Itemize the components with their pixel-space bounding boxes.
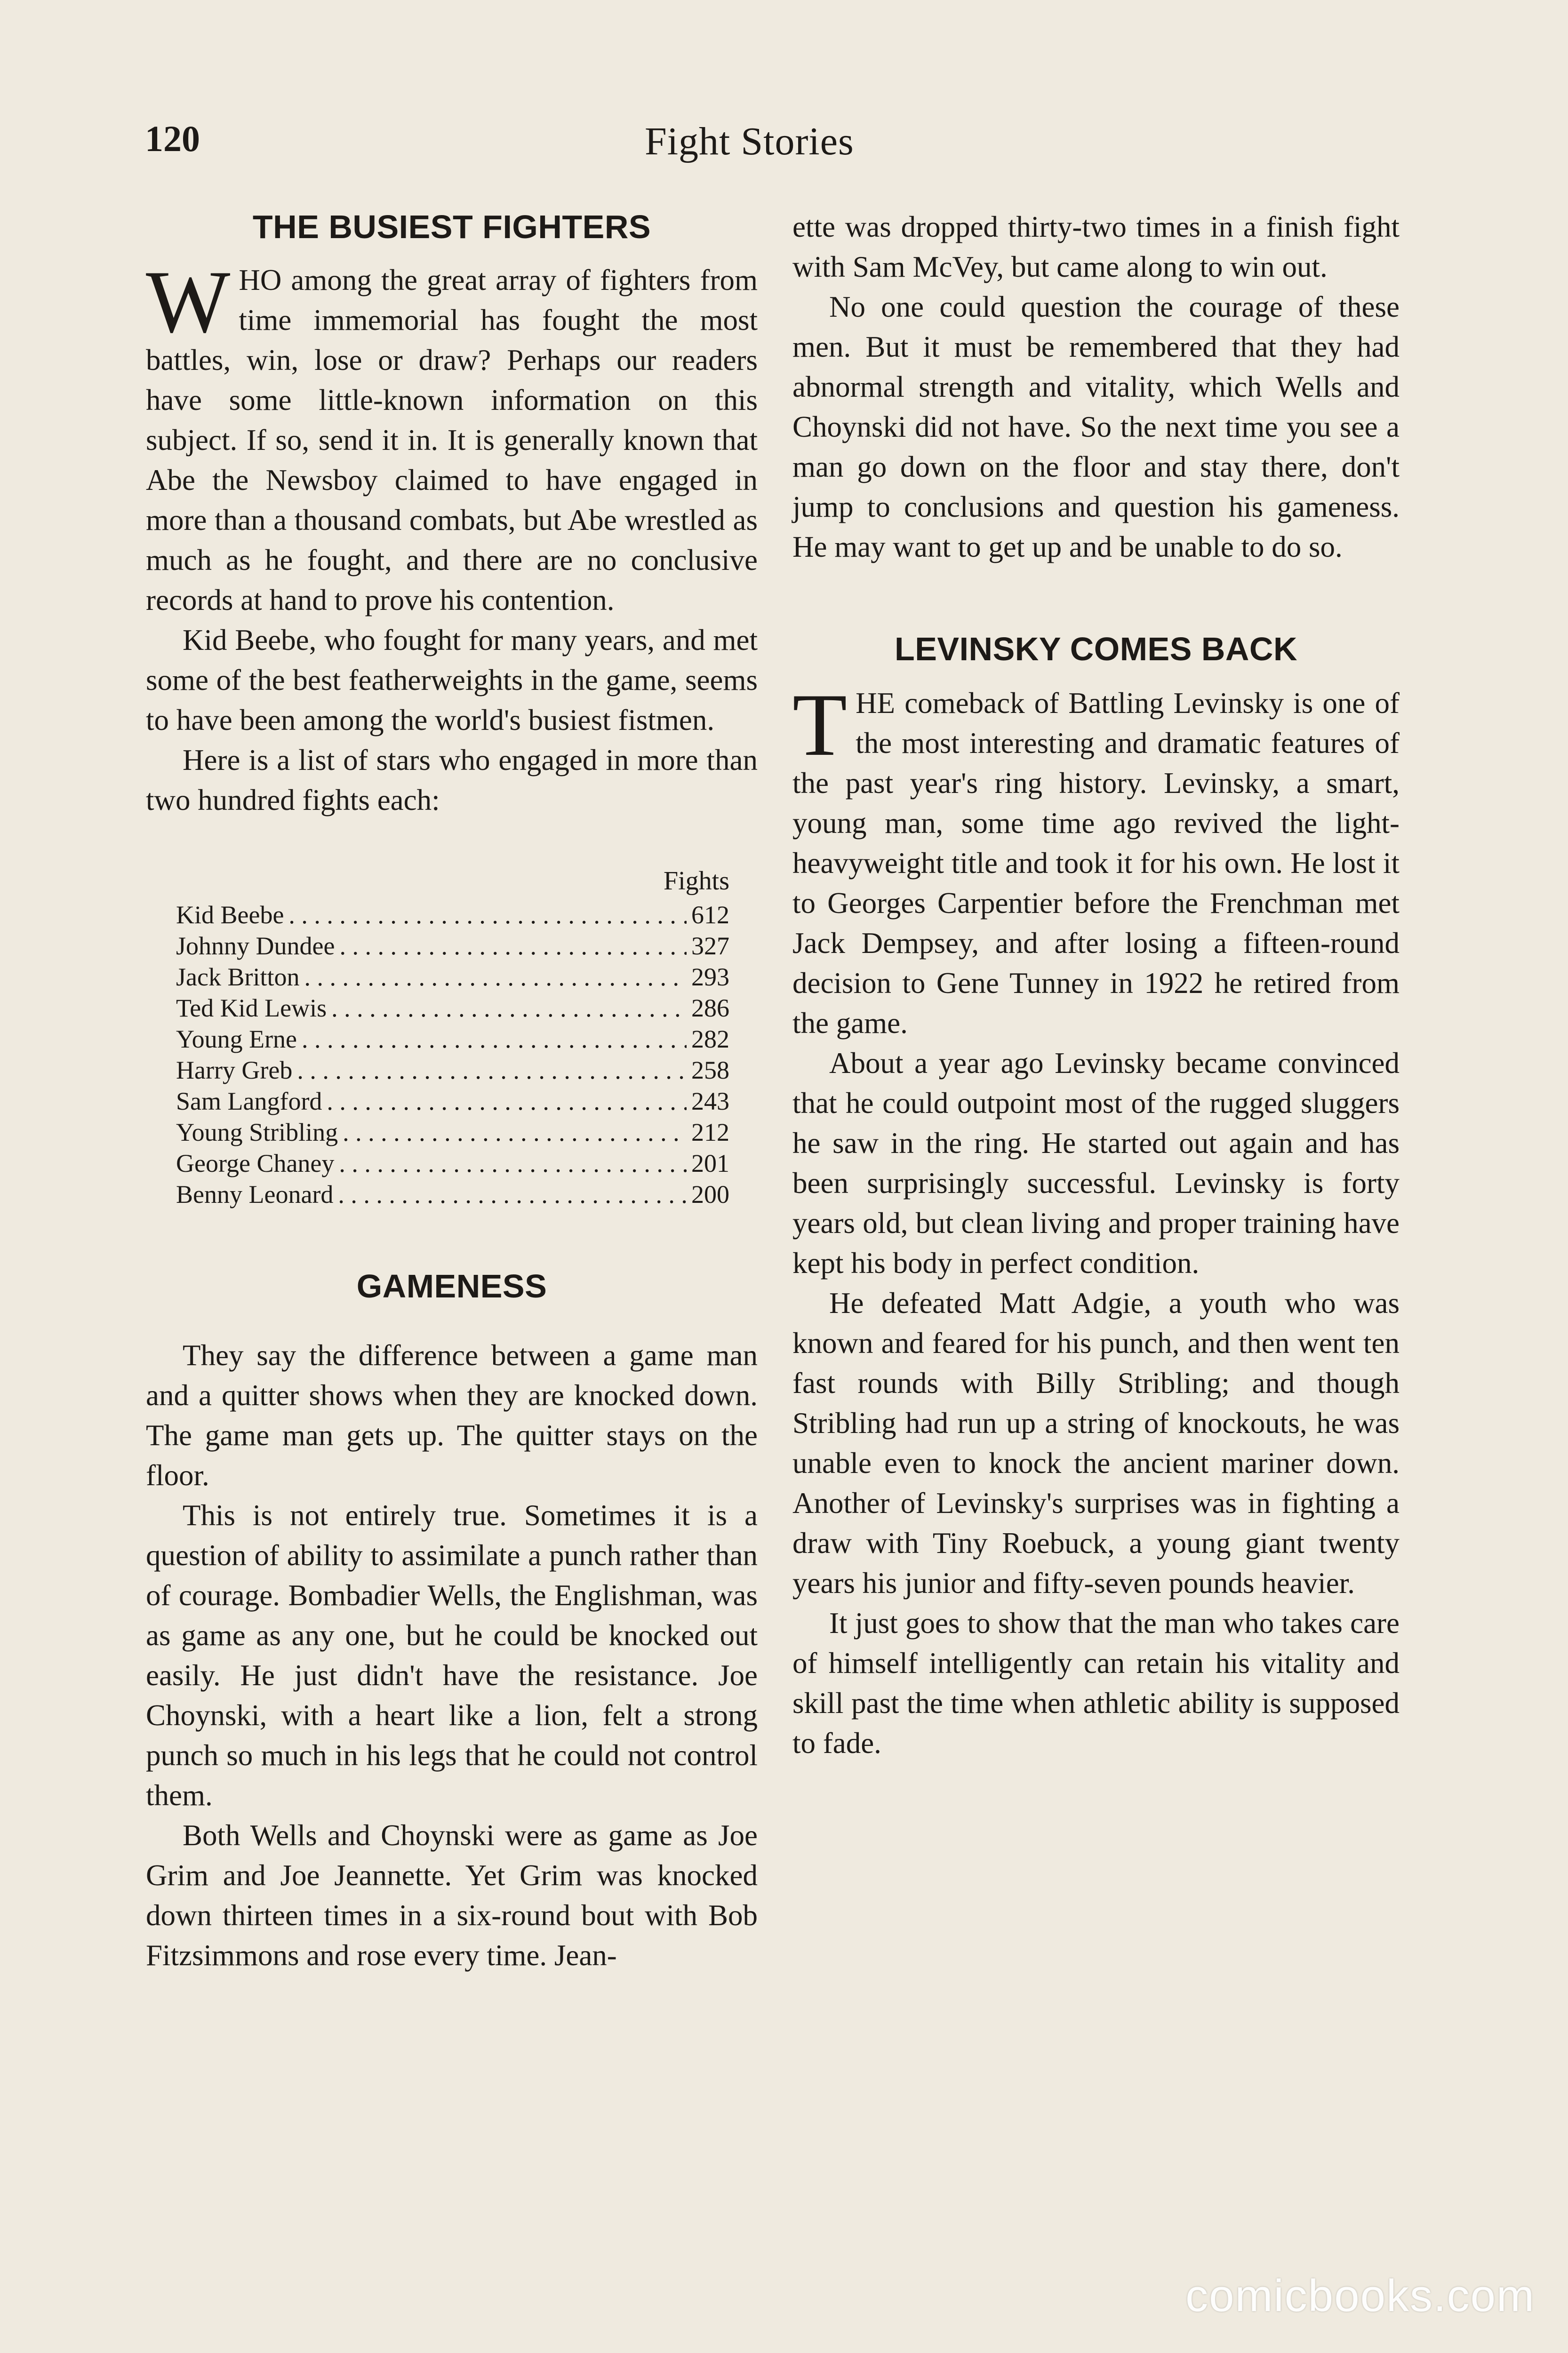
fight-row [176, 1024, 729, 1055]
levinsky-paragraph-1-text: HE comeback of Battling Levinsky is one of the most interesting and dramatic features of the past year's ring history. Levinsky, a smart, young man, some time ago revived the light-heavyweight title and took it for his own. He lost it to Georges Carpentier before the Frenchman met Jack Dempsey, and after losing a fifteen-round decision to Gene Tunney in 1922 he retired from the game. [792, 687, 1400, 1040]
fighter-name: Young Stribling [176, 1118, 338, 1146]
fight-count: 258 [691, 1056, 729, 1084]
dot-leader [339, 1148, 687, 1179]
fight-count: 282 [691, 1025, 729, 1053]
dot-leader [327, 1086, 687, 1117]
fighter-name: Kid Beebe [176, 901, 284, 929]
running-title: Fight Stories [645, 120, 854, 163]
fight-count: 243 [691, 1087, 729, 1115]
fight-count: 286 [691, 994, 729, 1022]
gameness-paragraph-4: No one could question the courage of these men. But it must be remembered that they had abnormal strength and vitality, which Wells and Choynski did not have. So the next time you see a man go down on the floor and stay there, don't jump to conclusions and question his gameness. He may want to get up and be unable to do so. [792, 290, 1400, 563]
heading-levinsky-comes-back: LEVINSKY COMES BACK [894, 631, 1298, 667]
heading-busiest-fighters: THE BUSIEST FIGHTERS [252, 208, 651, 245]
watermark: comicbooks.com [1185, 2271, 1535, 2321]
fighter-name: Jack Britton [176, 963, 300, 991]
fight-row [176, 1179, 729, 1210]
busiest-paragraph-1 [146, 253, 758, 620]
right-column [792, 207, 1400, 1763]
drop-cap-w: W [146, 253, 231, 352]
levinsky-paragraph-4: It just goes to show that the man who takes care of himself intelligently can retain his vitality and skill past the time when athletic ability is supposed to fade. [792, 1607, 1400, 1760]
fighter-name: Sam Langford [176, 1087, 322, 1115]
dot-leader [304, 961, 687, 992]
dot-leader [343, 1117, 687, 1148]
gameness-paragraph-2: This is not entirely true. Sometimes it is a question of ability to assimilate a punch rather than of courage. Bombadier Wells, the Englishman, was as game as any one, but he could be knocked out easily. He just didn't have the resistance. Joe Choynski, with a heart like a lion, felt a strong punch so much in his legs that he could not control them. [146, 1499, 758, 1812]
drop-cap-t: T [792, 676, 848, 775]
heading-gameness: GAMENESS [356, 1268, 547, 1305]
fight-count: 612 [691, 901, 729, 929]
fighter-name: Johnny Dundee [176, 932, 335, 960]
fight-row [176, 992, 729, 1024]
fight-count: 201 [691, 1149, 729, 1177]
levinsky-paragraph-1 [792, 676, 1400, 1043]
dot-leader [288, 899, 687, 930]
dot-leader [297, 1055, 687, 1086]
fight-row [176, 899, 729, 930]
fighter-name: Ted Kid Lewis [176, 994, 327, 1022]
gameness-paragraph-3-continued: ette was dropped thirty-two times in a finish fight with Sam McVey, but came along to win out. [792, 210, 1400, 283]
fight-count: 293 [691, 963, 729, 991]
fights-rows [176, 899, 729, 1210]
left-column [146, 207, 758, 1976]
fight-row [176, 930, 729, 961]
dot-leader [302, 1024, 687, 1055]
busiest-paragraph-3: Here is a list of stars who engaged in more than two hundred fights each: [146, 744, 758, 816]
dot-leader [339, 930, 687, 961]
gameness-paragraph-3: Both Wells and Choynski were as game as Joe Grim and Joe Jeannette. Yet Grim was knocked down thirteen times in a six-round bout with Bob Fitzsimmons and rose every time. Jean- [146, 1819, 758, 1972]
fighter-name: George Chaney [176, 1149, 335, 1177]
levinsky-paragraph-2: About a year ago Levinsky became convinced that he could outpoint most of the rugged sluggers he saw in the ring. He started out again and has been surprisingly successful. Levinsky is forty years old, but clean living and proper training have kept his body in perfect condition. [792, 1047, 1400, 1280]
fights-table [176, 865, 729, 1210]
fight-row [176, 1086, 729, 1117]
gameness-paragraph-1: They say the difference between a game man and a quitter shows when they are knocked down. The game man gets up. The quitter stays on the floor. [146, 1339, 758, 1492]
page-number: 120 [145, 118, 200, 159]
dot-leader [338, 1179, 687, 1210]
fight-row [176, 1055, 729, 1086]
fighter-name: Young Erne [176, 1025, 297, 1053]
busiest-paragraph-2: Kid Beebe, who fought for many years, and met some of the best featherweights in the game, seems to have been among the world's busiest fistmen. [146, 624, 758, 736]
fighter-name: Harry Greb [176, 1056, 293, 1084]
fight-count: 212 [691, 1118, 729, 1146]
fight-row [176, 1117, 729, 1148]
busiest-paragraph-1-text: HO among the great array of fighters from time immemorial has fought the most battles, win, lose or draw? Perhaps our readers have some little-known information on this subject. If so, send it in. It is generally known that Abe the Newsboy claimed to have engaged in more than a thousand combats, but Abe wrestled as much as he fought, and there are no conclusive records at hand to prove his contention. [146, 264, 758, 616]
fighter-name: Benny Leonard [176, 1180, 334, 1209]
fights-column-header: Fights [663, 866, 729, 896]
fight-row [176, 1148, 729, 1179]
fight-count: 327 [691, 932, 729, 960]
fight-row [176, 961, 729, 992]
levinsky-paragraph-3: He defeated Matt Adgie, a youth who was known and feared for his punch, and then went ten fast rounds with Billy Stribling; and though Stribling had run up a string of knockouts, he was unable even to knock the ancient mariner down. Another of Levinsky's surprises was in fighting a draw with Tiny Roebuck, a young giant twenty years his junior and fifty-seven pounds heavier. [792, 1287, 1400, 1600]
fight-count: 200 [691, 1180, 729, 1209]
dot-leader [331, 992, 687, 1024]
